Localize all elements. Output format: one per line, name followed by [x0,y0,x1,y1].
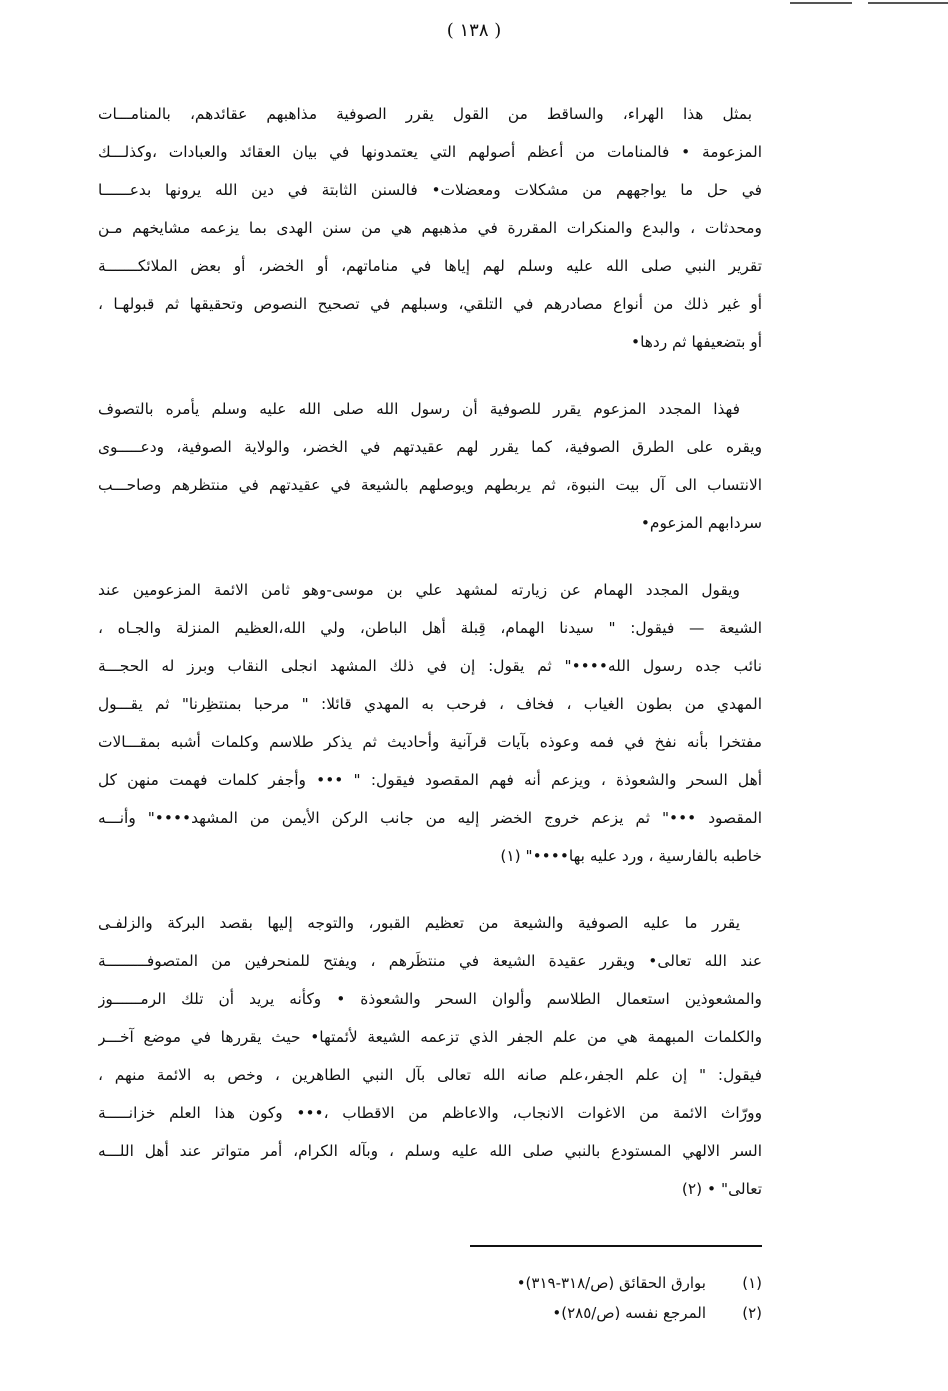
footnote [400,1268,762,1298]
paragraph [98,95,762,361]
text-line: فهذا المجدد المزعوم يقرر للصوفية أن رسول الله صلى الله عليه وسلم يأمره بالتصوف [98,400,740,418]
scan-edge-mark [868,2,948,4]
text-line: تعالى" • (٢) [681,1180,762,1198]
body-text [98,95,762,1237]
text-line: والمشعوذين استعمال الطلاسم وألوان السحر والشعوذة • وكأنه يريد أن تلك الرمــــــوز [98,990,762,1008]
text-line: يقرر ما عليه الصوفية والشيعة من تعظيم القبور، والتوجه إليها بقصد البركة والزلفـى [98,914,740,932]
footnote-number: (٢) [742,1304,762,1322]
footnote-text: بوارق الحقائق (ص/٣١٨-٣١٩)• [516,1274,706,1292]
text-line: المهدي من بطون الغياب ، فخاف ، فرحب به المهدي قائلا: " مرحبا بمنتظِرنا" ثم يقـــول [98,695,762,713]
text-line: المقصود •••" ثم يزعم خروج الخضر إليه من جانب الركن الأيمن من المشهد••••" وأنـــه [98,809,762,827]
paragraph [98,571,762,875]
footnote-separator [470,1245,762,1247]
scan-edge-mark [790,2,852,4]
text-line: أهل السحر والشعوذة ، ويزعم أنه فهم المقصود فيقول: " ••• وأجفر كلمات فهمت منهن كل [98,771,762,789]
paragraph [98,904,762,1208]
text-line: أو غير ذلك من أنواع مصادرهم في التلقي، وسبلهم في تصحيح النصوص وتحقيقها ثم قبولهـا ، [98,295,762,313]
text-line: في حل ما يواجههم من مشكلات ومعضلات• فالسنن الثابتة في دين الله يرونها بدعــــــا [98,181,762,199]
text-line: وورّاث الائمة من الاغوات الانجاب، والاعاظم من الاقطاب ،••• وكون هذا العلم خزانـــــة [98,1104,762,1122]
text-line: ويقره على الطرق الصوفية، كما يقرر لهم عقيدتهم في الخضر، والولاية الصوفية، ودعـــــوى [98,438,762,456]
text-line: خاطبه بالفارسية ، ورد عليه بها••••" (١) [500,847,762,865]
footnote [400,1298,762,1328]
text-line: مفتخرا بأنه نفخ في فمه وعوذه بآيات قرآنية وأحاديث ثم يذكر طلاسم وكلمات أشبه بمقـــالات [98,733,762,751]
text-line: الانتساب الى آل بيت النبوة، ثم يربطهم ويوصلهم بالشيعة في عقيدتهم في منتظرهم وصاحـــب [98,476,762,494]
text-line: المزعومة • فالمنامات من أعظم أصولهم التي يعتمدونها في بيان العقائد والعبادات ،وكذلـــك [98,143,762,161]
text-line: نائب جده رسول الله••••" ثم يقول: إن في ذلك المشهد انجلى النقاب وبرز له الحجـــة [98,657,762,675]
text-line: بمثل هذا الهراء، والساقط من القول يقرر الصوفية مذاهبهم عقائدهم، بالمنامـــات [98,105,752,123]
text-line: عند الله تعالى• ويقرر عقيدة الشيعة في منتظَرهم ، ويفتح للمنحرفين من المتصوفـــــــــة [98,952,762,970]
text-line: سردابهم المزعوم• [640,514,762,532]
text-line: تقرير النبي صلى الله عليه وسلم لهم إياها في مناماتهم، أو الخضر، أو بعض الملائكـــــــة [98,257,762,275]
text-line: والكلمات المبهمة هي من علم الجفر الذي تزعمه الشيعة لأئمتها• حيث يقررها في موضع آخـــر [98,1028,762,1046]
footnotes [400,1268,762,1328]
text-line: السر الالهي المستودع بالنبي صلى الله عليه وسلم ، وبآله الكرام، أمر متواتر عند أهل اللـــه [98,1142,762,1160]
text-line: ويقول المجدد الهمام عن زيارته لمشهد علي بن موسى-وهو ثامن الائمة المزعومين عند [98,581,740,599]
footnote-number: (١) [742,1274,762,1292]
text-line: ومحدثات ، والبدع والمنكرات المقررة في مذهبهم هي من سنن الهدى بما يزعمه مشايخهم مـن [98,219,762,237]
paragraph [98,390,762,542]
page-number: ( ١٣٨ ) [446,20,502,41]
text-line: الشيعة — فيقول: " سيدنا الهمام، قِبلة أهل الباطن، ولي الله،العظيم المنزلة والجـاه ، [98,619,762,637]
footnote-text: المرجع نفسه (ص/٢٨٥)• [552,1304,706,1322]
text-line: أو بتضعيفها ثم ردها• [631,333,762,351]
text-line: فيقول: " إن علم الجفر،علم صانه الله تعالى بآل النبي الطاهرين ، وخص به الائمة منهم ، [98,1066,762,1084]
